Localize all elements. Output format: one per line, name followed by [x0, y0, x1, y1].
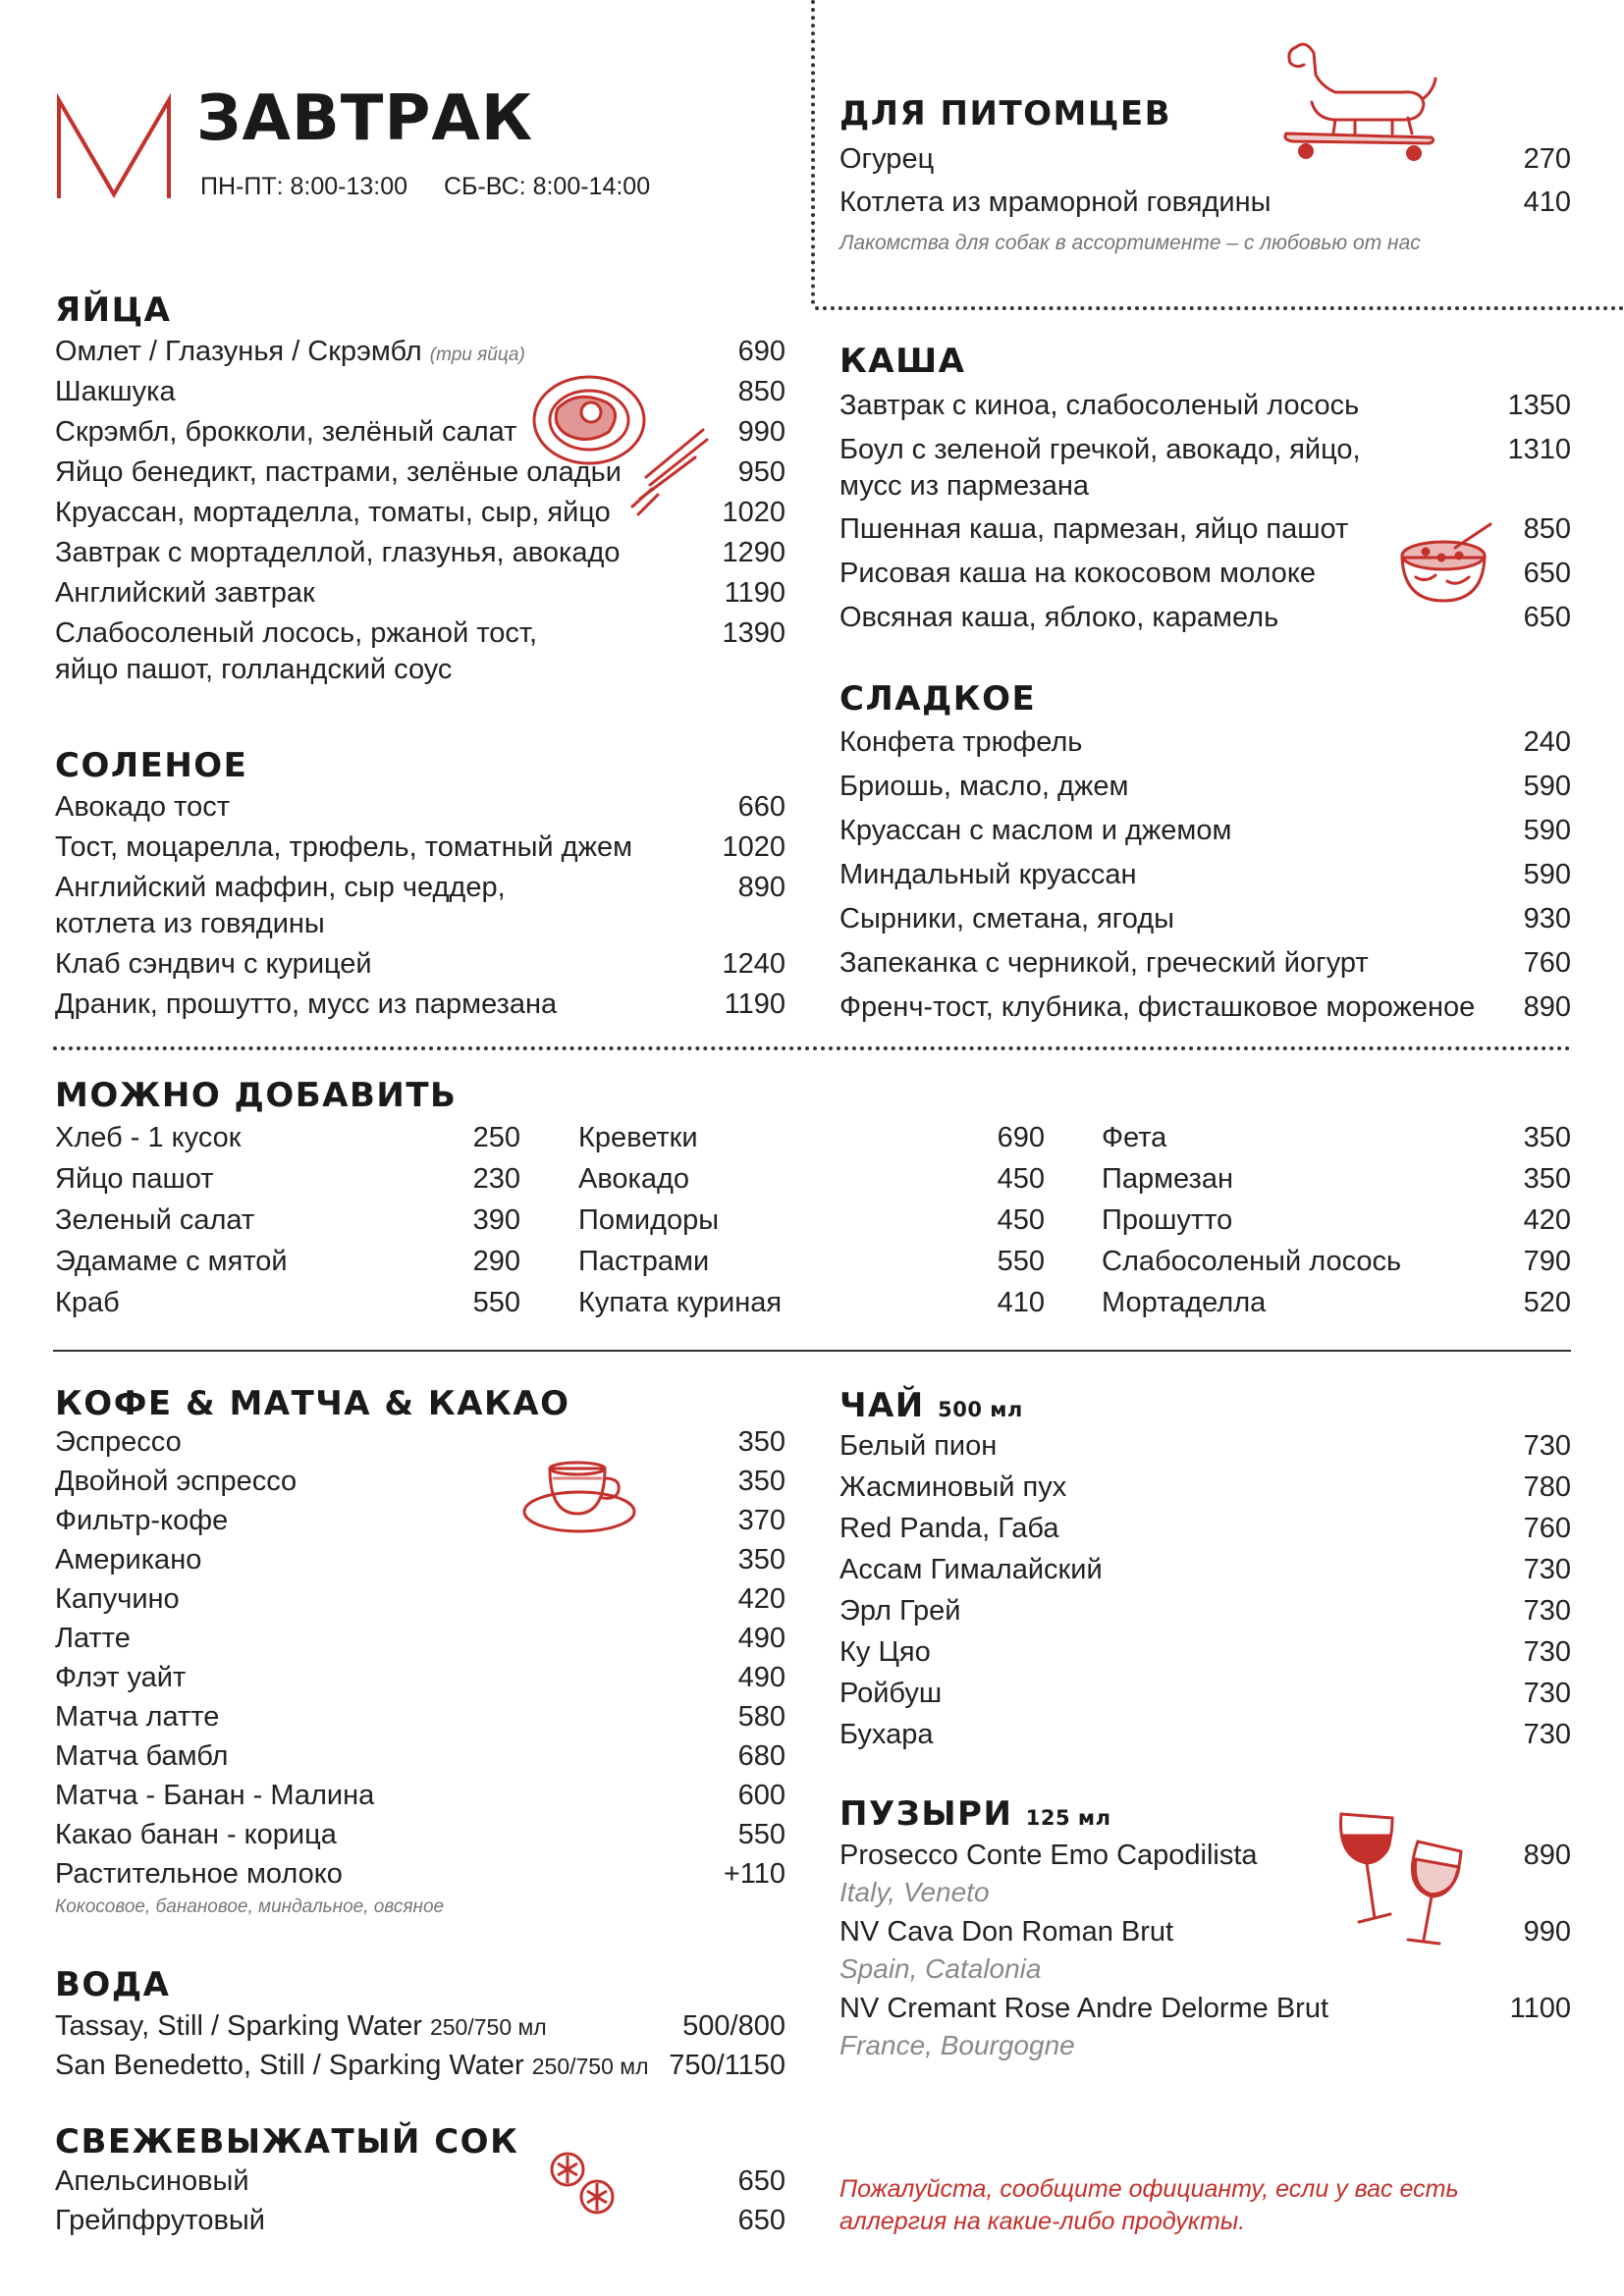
addon-item: Пармезан 350 — [1102, 1163, 1571, 1195]
menu-item: Круассан с маслом и джемом 590 — [839, 815, 1571, 846]
menu-item: Белый пион 730 — [839, 1430, 1571, 1462]
menu-item: Завтрак с киноа, слабосоленый лосось 1350 — [839, 390, 1571, 421]
addon-item: Краб 550 — [55, 1287, 520, 1318]
addons-divider-top — [53, 1046, 1571, 1050]
menu-item: Скрэмбл, брокколи, зелёный салат 990 — [55, 416, 785, 448]
menu-item: Ассам Гималайский 730 — [839, 1554, 1571, 1585]
milk-note: Кокосовое, банановое, миндальное, овсяное — [55, 1896, 445, 1917]
menu-item: Френч-тост, клубника, фисташковое мороженое 890 — [839, 991, 1571, 1023]
menu-item: Клаб сэндвич с курицей 1240 — [55, 948, 785, 980]
menu-item: Грейпфрутовый 650 — [55, 2205, 785, 2236]
pets-divider — [815, 306, 1624, 310]
addon-item: Хлеб - 1 кусок 250 — [55, 1122, 520, 1153]
menu-item: Матча бамбл 680 — [55, 1740, 785, 1772]
menu-item: Эспрессо 350 — [55, 1426, 785, 1458]
addon-item: Слабосоленый лосось 790 — [1102, 1246, 1571, 1277]
menu-item: Английский завтрак 1190 — [55, 577, 785, 609]
menu-item: Котлета из мраморной говядины 410 — [839, 187, 1571, 218]
section-title-sweet: СЛАДКОЕ — [839, 679, 1037, 719]
menu-item: Двойной эспрессо 350 — [55, 1466, 785, 1497]
section-title-addons: МОЖНО ДОБАВИТЬ — [55, 1076, 458, 1115]
menu-item: Флэт уайт 490 — [55, 1662, 785, 1693]
logo-m-icon — [55, 96, 173, 198]
menu-item: Red Panda, Габа 760 — [839, 1513, 1571, 1544]
menu-item: Бухара 730 — [839, 1719, 1571, 1750]
menu-item: Американо 350 — [55, 1544, 785, 1575]
addon-item: Креветки 690 — [578, 1122, 1045, 1153]
section-title-pets: ДЛЯ ПИТОМЦЕВ — [839, 94, 1172, 133]
section-title-porridge: КАША — [839, 342, 966, 381]
pets-note: Лакомства для собак в ассортименте – с любовью от нас — [839, 232, 1421, 254]
menu-item: Шакшука 850 — [55, 376, 785, 407]
menu-item: Огурец 270 — [839, 143, 1571, 175]
menu-item: Ку Цяо 730 — [839, 1636, 1571, 1668]
section-title-eggs: ЯЙЦА — [55, 291, 172, 330]
menu-item: Фильтр-кофе 370 — [55, 1505, 785, 1536]
menu-item: Какао банан - корица 550 — [55, 1819, 785, 1850]
page-title: ЗАВТРАК — [196, 82, 534, 155]
section-title-tea: ЧАЙ 500 мл — [839, 1386, 1023, 1425]
addon-item: Прошутто 420 — [1102, 1204, 1571, 1236]
menu-item: Омлет / Глазунья / Скрэмбл (три яйца) 690 — [55, 336, 785, 367]
menu-item: Капучино 420 — [55, 1583, 785, 1615]
addon-item: Купата куриная 410 — [578, 1287, 1045, 1318]
menu-item: Сырники, сметана, ягоды 930 — [839, 903, 1571, 934]
menu-item: Жасминовый пух 780 — [839, 1471, 1571, 1503]
menu-item: Конфета трюфель 240 — [839, 726, 1571, 758]
menu-item: Авокадо тост 660 — [55, 791, 785, 823]
menu-item: Пшенная каша, пармезан, яйцо пашот 850 — [839, 513, 1571, 545]
menu-item: Овсяная каша, яблоко, карамель 650 — [839, 602, 1571, 633]
menu-item: Prosecco Conte Emo Capodilista Italy, Veneto 890 — [839, 1840, 1571, 1907]
addon-item: Мортаделла 520 — [1102, 1287, 1571, 1318]
menu-item: Боул с зеленой гречкой, авокадо, яйцо, мусс из пармезана 1310 — [839, 434, 1571, 502]
addon-item: Зеленый салат 390 — [55, 1204, 520, 1236]
menu-item: Растительное молоко +110 — [55, 1858, 785, 1890]
menu-item: Драник, прошутто, мусс из пармезана 1190 — [55, 988, 785, 1020]
addon-item: Авокадо 450 — [578, 1163, 1045, 1195]
addons-divider-bottom — [53, 1350, 1571, 1352]
section-title-juice: СВЕЖЕВЫЖАТЫЙ СОК — [55, 2122, 519, 2162]
menu-item: Круассан, мортаделла, томаты, сыр, яйцо 1020 — [55, 497, 785, 528]
addon-item: Фета 350 — [1102, 1122, 1571, 1153]
section-title-coffee: КОФЕ & МАТЧА & КАКАО — [55, 1384, 570, 1423]
menu-item: Миндальный круассан 590 — [839, 859, 1571, 890]
menu-item: Эрл Грей 730 — [839, 1595, 1571, 1627]
addon-item: Эдамаме с мятой 290 — [55, 1246, 520, 1277]
menu-item: Латте 490 — [55, 1623, 785, 1654]
menu-item: Апельсиновый 650 — [55, 2165, 785, 2197]
allergy-note: Пожалуйста, сообщите официанту, если у вас есть аллергия на какие-либо продукты. — [839, 2175, 1459, 2235]
menu-item: Tassay, Still / Sparking Water 250/750 мл 500/800 — [55, 2010, 785, 2042]
menu-item: Бриошь, масло, джем 590 — [839, 771, 1571, 802]
menu-item: NV Cava Don Roman Brut Spain, Catalonia 990 — [839, 1916, 1571, 1984]
menu-item: Английский маффин, сыр чеддер, котлета из говядины 890 — [55, 872, 785, 939]
hours-weekdays: ПН-ПТ: 8:00-13:00 — [200, 173, 408, 200]
column-divider-top — [811, 0, 815, 304]
menu-item: NV Cremant Rose Andre Delorme Brut France, Bourgogne 1100 — [839, 1993, 1571, 2060]
menu-item: San Benedetto, Still / Sparking Water 250/750 мл 750/1150 — [55, 2050, 785, 2081]
menu-item: Завтрак с мортаделлой, глазунья, авокадо 1290 — [55, 537, 785, 568]
menu-item: Запеканка с черникой, греческий йогурт 760 — [839, 947, 1571, 979]
hours-weekend: СБ-ВС: 8:00-14:00 — [444, 173, 651, 200]
addon-item: Помидоры 450 — [578, 1204, 1045, 1236]
section-title-bubbles: ПУЗЫРИ 125 мл — [839, 1794, 1111, 1834]
rice-bowl-icon — [1396, 518, 1494, 607]
menu-item: Слабосоленый лосось, ржаной тост, яйцо пашот, голландский соус 1390 — [55, 617, 785, 685]
menu-item: Тост, моцарелла, трюфель, томатный джем 1020 — [55, 831, 785, 863]
menu-item: Яйцо бенедикт, пастрами, зелёные оладьи 950 — [55, 456, 785, 488]
section-title-salty: СОЛЕНОЕ — [55, 746, 248, 785]
menu-item: Матча латте 580 — [55, 1701, 785, 1733]
section-title-water: ВОДА — [55, 1965, 171, 2004]
addon-item: Пастрами 550 — [578, 1246, 1045, 1277]
menu-item: Рисовая каша на кокосовом молоке 650 — [839, 558, 1571, 589]
menu-item: Матча - Банан - Малина 600 — [55, 1780, 785, 1811]
addon-item: Яйцо пашот 230 — [55, 1163, 520, 1195]
menu-item: Ройбуш 730 — [839, 1678, 1571, 1709]
